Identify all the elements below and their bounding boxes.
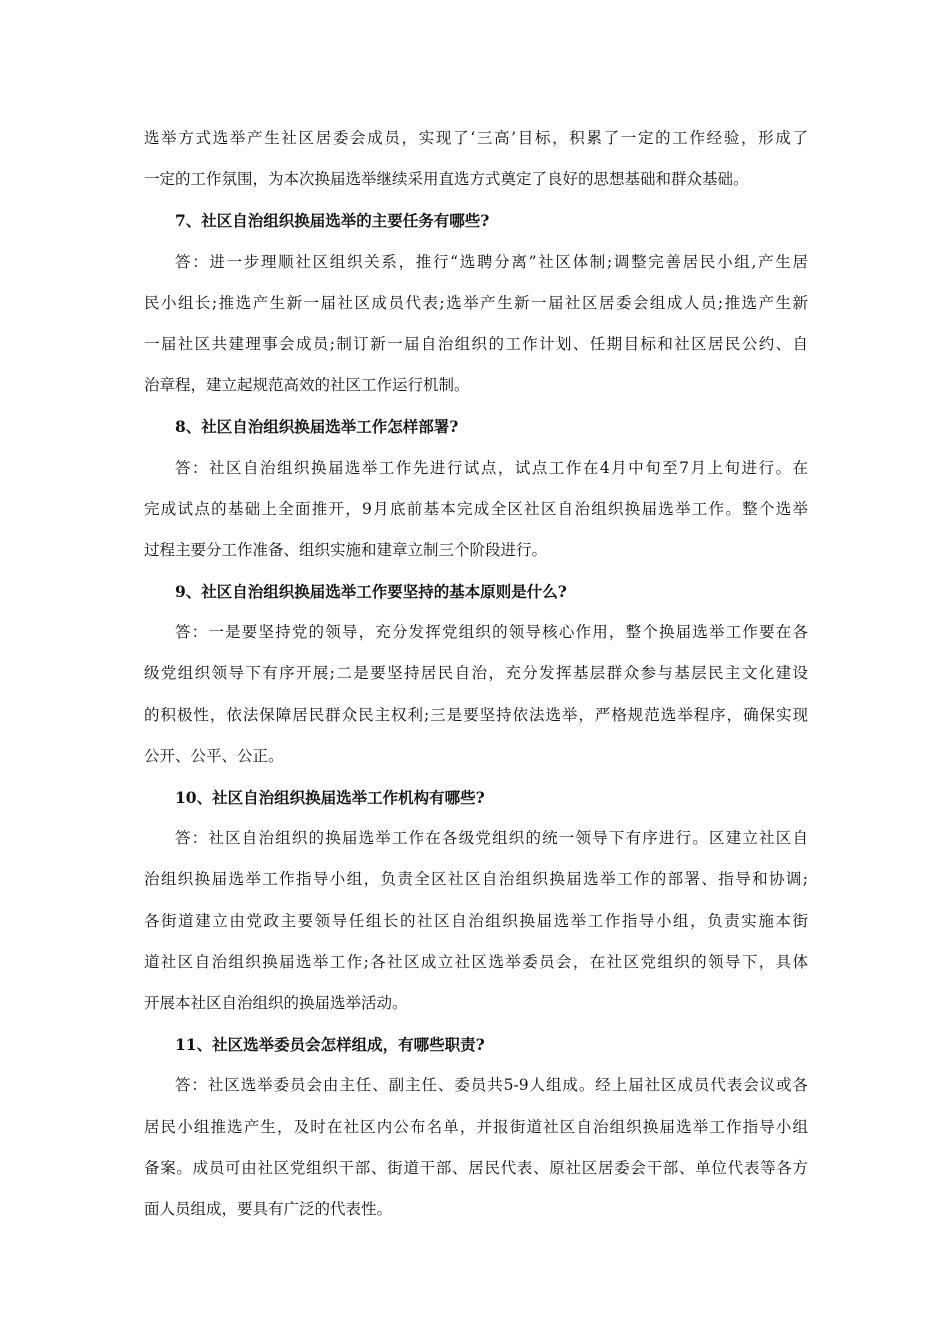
- answer-line: 道社区自治组织换届选举工作;各社区成立社区选举委员会，在社区党组织的领导下，具体: [144, 952, 808, 971]
- answer-line: 治章程，建立起规范高效的社区工作运行机制。: [144, 376, 470, 395]
- answer-line: 答：一是要坚持党的领导，充分发挥党组织的领导核心作用，整个换届选举工作要在各: [175, 623, 808, 642]
- question-heading: 10、社区自治组织换届选举工作机构有哪些?: [175, 788, 485, 807]
- question-heading: 7、社区自治组织换届选举的主要任务有哪些?: [175, 211, 490, 231]
- answer-line: 答：社区自治组织的换届选举工作在各级党组织的统一领导下有序进行。区建立社区自: [175, 829, 808, 848]
- answer-line: 开展本社区自治组织的换届选举活动。: [144, 993, 408, 1012]
- answer-line: 公开、公平、公正。: [144, 746, 284, 765]
- answer-line: 一届社区共建理事会成员;制订新一届自治组织的工作计划、任期目标和社区居民公约、自: [144, 334, 808, 353]
- answer-line: 过程主要分工作准备、组织实施和建章立制三个阶段进行。: [144, 540, 548, 559]
- document-body: [144, 118, 808, 1230]
- paragraph-line: 选举方式选举产生社区居委会成员，实现了‘三高’目标，积累了一定的工作经验，形成了: [144, 129, 808, 147]
- answer-line: 居民小组推选产生，及时在社区内公布名单，并报街道社区自治组织换届选举工作指导小组: [144, 1117, 808, 1136]
- answer-line: 答：社区选举委员会由主任、副主任、委员共5-9人组成。经上届社区成员代表会议或各: [175, 1076, 808, 1095]
- paragraph-line: 一定的工作氛围，为本次换届选举继续采用直选方式奠定了良好的思想基础和群众基础。: [144, 170, 749, 189]
- answer-line: 答：社区自治组织换届选举工作先进行试点，试点工作在4月中旬至7月上旬进行。在: [175, 458, 808, 477]
- answer-line: 治组织换届选举工作指导小组，负责全区社区自治组织换届选举工作的部署、指导和协调;: [144, 870, 808, 889]
- question-heading: 8、社区自治组织换届选举工作怎样部署?: [175, 417, 459, 437]
- answer-line: 民小组长;推选产生新一届社区成员代表;选举产生新一届社区居委会组成人员;推选产生新: [144, 293, 808, 312]
- answer-line: 面人员组成，要具有广泛的代表性。: [144, 1199, 393, 1218]
- question-heading: 11、社区选举委员会怎样组成，有哪些职责?: [175, 1035, 485, 1055]
- answer-line: 级党组织领导下有序开展;二是要坚持居民自治，充分发挥基层群众参与基层民主文化建设: [144, 664, 808, 683]
- answer-line: 完成试点的基础上全面推开，9月底前基本完成全区社区自治组织换届选举工作。整个选举: [144, 499, 808, 518]
- answer-line: 备案。成员可由社区党组织干部、街道干部、居民代表、原社区居委会干部、单位代表等各方: [144, 1158, 808, 1177]
- answer-line: 各街道建立由党政主要领导任组长的社区自治组织换届选举工作指导小组，负责实施本街: [144, 911, 808, 930]
- answer-line: 答：进一步理顺社区组织关系，推行“选聘分离”社区体制;调整完善居民小组,产生居: [175, 252, 808, 271]
- question-heading: 9、社区自治组织换届选举工作要坚持的基本原则是什么?: [175, 582, 567, 602]
- answer-line: 的积极性，依法保障居民群众民主权利;三是要坚持依法选举，严格规范选举程序，确保实现: [144, 705, 808, 724]
